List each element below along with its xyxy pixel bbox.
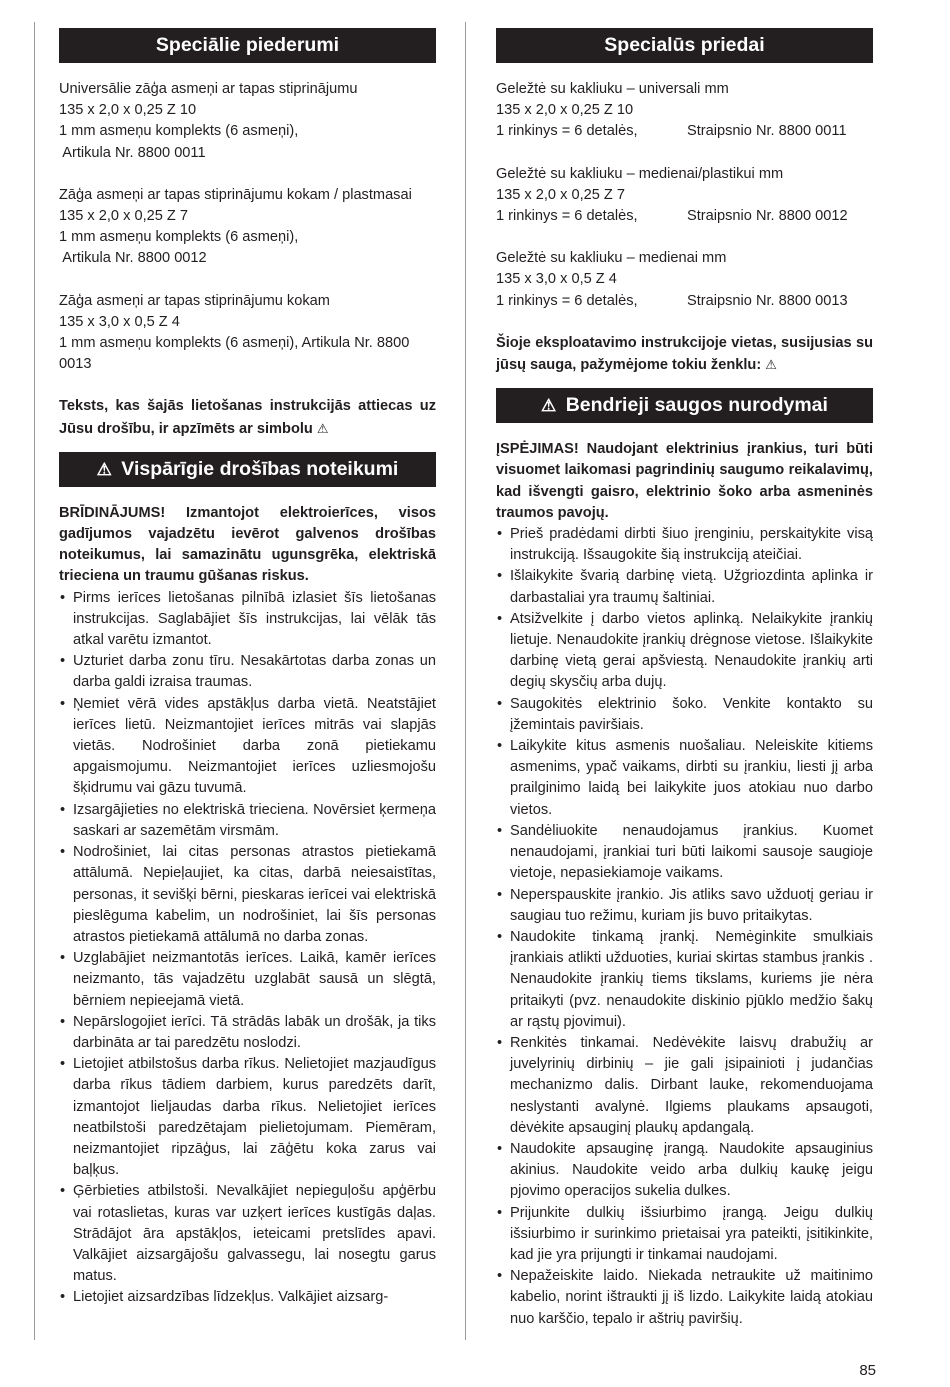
accessory-line: 1 mm asmeņu komplekts (6 asmeņi),: [59, 123, 299, 140]
page-number: 85: [859, 1362, 876, 1379]
list-item: • Prieš pradėdami dirbti šiuo įrenginiu, perskaitykite visą instrukciją. Išsaugokite šią instrukciją ateičiai.: [496, 524, 873, 566]
accessory-name: Geležtė su kakliuku – universali mm: [496, 81, 729, 97]
list-item: • Laikykite kitus asmenis nuošaliau. Neleiskite kitiems asmenims, ypač vaikams, dirbti su įrankiu, liesti jį arba prailginimo laidą bei laikykite juos atokiau nuo darbo vietos.: [496, 736, 873, 821]
left-column: [59, 28, 436, 1309]
right-column: [496, 28, 873, 1330]
accessory-set: 1 rinkinys = 6 detalės,: [496, 123, 638, 140]
accessory-article: Straipsnio Nr. 8800 0013: [687, 292, 848, 309]
list-item: • Prijunkite dulkių išsiurbimo įrangą. Jeigu dulkių išsiurbimo ir surinkimo prietaisai yra pateikti, įsitikinkite, kad jie yra prijungti ir tinkamai naudojami.: [496, 1203, 873, 1267]
accessory-line: 1 mm asmeņu komplekts (6 asmeņi),: [59, 229, 299, 246]
left-safety-header: [59, 452, 436, 487]
left-safety-list: [59, 588, 436, 1309]
list-item: • Uzglabājiet neizmantotās ierīces. Laikā, kamēr ierīces neizmanto, tās vajadzētu uzglabāt sausā un slēgtā, bērniem nepieejamā vietā.: [59, 948, 436, 1012]
accessory-line: 0013: [59, 356, 92, 373]
accessory-set: 1 rinkinys = 6 detalės,: [496, 208, 638, 225]
right-accessories-title: Specialūs priedai: [604, 34, 765, 56]
center-column-rule: [465, 22, 466, 1340]
right-warning-intro: ĮSPĖJIMAS! Naudojant elektrinius įrankius, turi būti visuomet laikomasi pagrindinių saugumo reikalavimų, kad išvengti gaisro, elektrinio šoko arba asmeninės traumos pavojų.: [496, 441, 873, 521]
accessory-size: 135 x 2,0 x 0,25 Z 10: [496, 102, 634, 119]
list-item: • Lietojiet aizsardzības līdzekļus. Valkājiet aizsarg-: [59, 1287, 436, 1308]
right-accessory-item: [496, 164, 873, 228]
list-item: • Atsižvelkite į darbo vietos aplinką. Nelaikykite įrankių lietuje. Nenaudokite įrankių drėgnose vietose. Išlaikykite darbinę vietą gerai apšviestą. Nenaudokite įrankių arti degių skysčių arba dujų.: [496, 609, 873, 694]
warning-triangle-icon: ⚠: [96, 459, 112, 479]
accessory-set-row: [496, 291, 873, 312]
warning-triangle-icon: ⚠: [765, 357, 777, 373]
left-accessory-item: [59, 291, 436, 376]
list-item: • Neperspauskite įrankio. Jis atliks savo užduotį geriau ir saugiau tuo režimu, kuriam jis buvo pritaikytas.: [496, 885, 873, 927]
accessory-line: 135 x 2,0 x 0,25 Z 10: [59, 102, 197, 119]
right-safety-header: [496, 388, 873, 423]
list-item: • Naudokite tinkamą įrankį. Nemėginkite smulkiais įrankiais atlikti užduoties, kuriai skirtas stambus įrankis . Nenaudokite įrankių tiems tikslams, kuriems jie nėra pritaikyti (pvz. nenaudokite diskinio pjūklo medžio šakų ar rąstų pjovimui).: [496, 927, 873, 1033]
warning-triangle-icon: ⚠: [316, 420, 329, 436]
list-item: • Nodrošiniet, lai citas personas atrastos pietiekamā attālumā. Nepieļaujiet, ka citas, darbā neiesaistītas, personas, it sevišķi bērni, pieskaras ierīcei vai elektriskā pieslēguma kabelim, un nodrošiniet, lai šīs personas atrastos pietiekamā attālumā no darba zonas.: [59, 842, 436, 948]
left-symbol-note: [59, 396, 436, 439]
list-item: • Saugokitės elektrinio šoko. Venkite kontakto su įžemintais paviršiais.: [496, 694, 873, 736]
accessory-set-row: [496, 206, 873, 227]
accessory-name: Geležtė su kakliuku – medienai mm: [496, 250, 727, 267]
accessory-line: 135 x 3,0 x 0,5 Z 4: [59, 313, 180, 330]
left-margin-rule: [34, 22, 35, 1340]
accessory-line: 1 mm asmeņu komplekts (6 asmeņi), Artikula Nr. 8800: [59, 335, 410, 352]
accessory-name: Geležtė su kakliuku – medienai/plastikui mm: [496, 165, 784, 182]
list-item: • Nepažeiskite laido. Niekada netraukite už maitinimo kabelio, norint ištraukti jį iš lizdo. Laikykite laidą atokiau nuo karščio, tepalo ir aštrių paviršių.: [496, 1266, 873, 1330]
warning-triangle-icon: ⚠: [541, 396, 557, 416]
list-item: • Išlaikykite švarią darbinę vietą. Užgriozdinta aplinka ir darbastaliai yra traumų šaltiniai.: [496, 566, 873, 608]
accessory-line: Zāģa asmeņi ar tapas stiprinājumu kokam / plastmasai: [59, 186, 412, 203]
right-accessories-header: [496, 28, 873, 63]
left-accessory-item: [59, 185, 436, 270]
list-item: • Nepārslogojiet ierīci. Tā strādās labāk un drošāk, ja tiks darbināta ar tai paredzētu noslodzi.: [59, 1012, 436, 1054]
list-item: • Pirms ierīces lietošanas pilnībā izlasiet šīs lietošanas instrukcijas. Saglabājiet šīs instrukcijas, lai vēlāk tās atkal varētu izmantot.: [59, 588, 436, 652]
symbol-note-text: Šioje eksploatavimo instrukcijoje vietas, susijusias su jūsų sauga, pažymėjome tokiu ženklu:: [496, 334, 873, 374]
accessory-set: 1 rinkinys = 6 detalės,: [496, 292, 638, 309]
list-item: • Naudokite apsauginę įrangą. Naudokite apsauginius akinius. Naudokite veido arba dulkių kaukę jeigu pjovimo operacijos sukelia dulkes.: [496, 1139, 873, 1203]
left-accessories-header: [59, 28, 436, 63]
left-warning-intro: BRĪDINĀJUMS! Izmantojot elektroierīces, visos gadījumos vajadzētu ievērot galvenos drošības noteikumus, lai samazinātu ugunsgrēka, elektriskā trieciena un traumu gūšanas riskus.: [59, 504, 436, 585]
accessory-line: Zāģa asmeņi ar tapas stiprinājumu kokam: [59, 292, 330, 309]
right-accessory-item: [496, 248, 873, 312]
left-accessories-title: Speciālie piederumi: [155, 34, 340, 56]
list-item: • Lietojiet atbilstošus darba rīkus. Nelietojiet mazjaudīgus darba rīkus tādiem darbiem, kurus paredzēts darīt, izmantojot lieljaudas darba rīkus. Nelietojiet ierīces neatbilstoši paredzētajam pielietojumam. Piemēram, neizmantojiet ripzāģus, lai zāģētu koka zarus vai baļķus.: [59, 1054, 436, 1181]
accessory-article: Straipsnio Nr. 8800 0011: [687, 123, 847, 140]
accessory-line: 135 x 2,0 x 0,25 Z 7: [59, 208, 188, 225]
right-safety-list: [496, 524, 873, 1330]
right-accessory-item: [496, 79, 873, 143]
list-item: • Sandėliuokite nenaudojamus įrankius. Kuomet nenaudojami, įrankiai turi būti laikomi sausoje saugioje vietoje, nepasiekiamoje vaikams.: [496, 821, 873, 885]
accessory-set-row: [496, 121, 873, 142]
list-item: • Uzturiet darba zonu tīru. Nesakārtotas darba zonas un darba galdi izraisa traumas.: [59, 651, 436, 693]
left-accessory-item: [59, 79, 436, 164]
symbol-note-text: Teksts, kas šajās lietošanas instrukcijās attiecas uz Jūsu drošību, ir apzīmēts ar simbolu: [59, 398, 436, 437]
right-safety-title: Bendrieji saugos nurodymai: [565, 394, 828, 417]
accessory-size: 135 x 2,0 x 0,25 Z 7: [496, 186, 625, 203]
list-item: • Izsargājieties no elektriskā trieciena. Novērsiet ķermeņa saskari ar sazemētām virsmām.: [59, 800, 436, 842]
left-safety-title: Vispārīgie drošības noteikumi: [121, 457, 399, 480]
list-item: • Ņemiet vērā vides apstākļus darba vietā. Neatstājiet ierīces lietū. Neizmantojiet ierīces mitrās vai slapjās vietās. Nodrošiniet darba zonā pietiekamu apgaismojumu. Neizmantojiet ierīces uzliesmojošu šķidrumu vai gāzu tuvumā.: [59, 694, 436, 800]
accessory-line: Artikula Nr. 8800 0011: [59, 144, 206, 161]
right-symbol-note: [496, 333, 873, 376]
list-item: • Renkitės tinkamai. Nedėvėkite laisvų drabužių ar juvelyrinių dirbinių – jie gali įsipainioti į judančias mechanizmo dalis. Dirbant lauke, rekomenduojama neslystanti avalynė. Ilgiems plaukams apsaugoti, dėvėkite apsauginį plaukų apdangalą.: [496, 1033, 873, 1139]
accessory-size: 135 x 3,0 x 0,5 Z 4: [496, 271, 617, 288]
accessory-line: Universālie zāģa asmeņi ar tapas stiprinājumu: [59, 81, 358, 97]
list-item: • Ģērbieties atbilstoši. Nevalkājiet nepieguļošu apģērbu vai rotaslietas, kuras var uzķert ierīces kustīgās daļas. Strādājot āra apstākļos, ieteicami pretslīdes apavi. Valkājiet aizsargājošu galvassegu, lai nosegtu garus matus.: [59, 1181, 436, 1287]
accessory-line: Artikula Nr. 8800 0012: [59, 250, 207, 267]
accessory-article: Straipsnio Nr. 8800 0012: [687, 208, 848, 225]
